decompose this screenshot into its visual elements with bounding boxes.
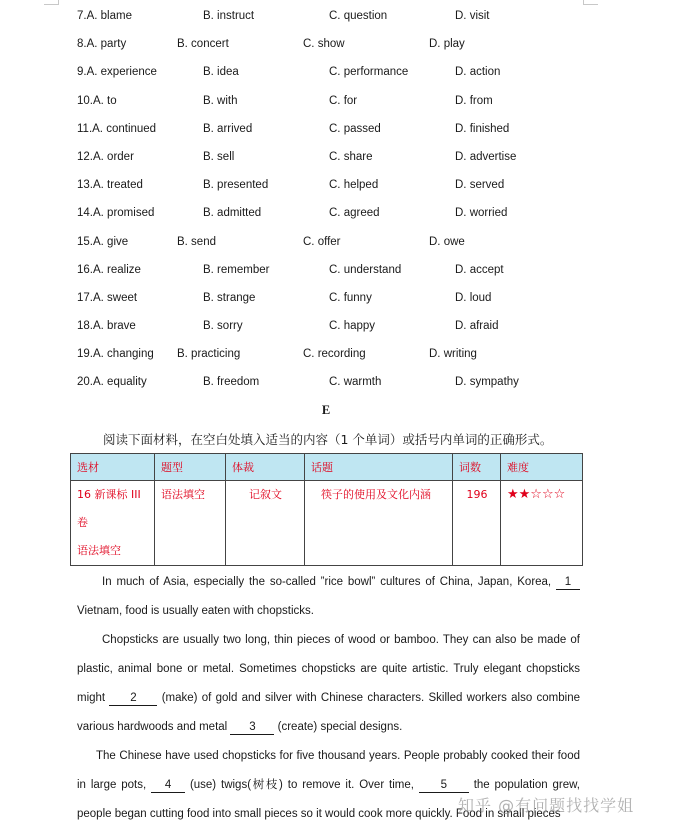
header-topic: 话题 (305, 454, 453, 481)
option-a (77, 38, 126, 50)
answer-options-list (0, 4, 673, 399)
option-d: D. sympathy (455, 376, 519, 389)
option-a-text: A. continued (92, 122, 157, 135)
reading-passage (77, 568, 580, 829)
option-b: B. send (177, 235, 216, 248)
option-d: D. served (455, 179, 505, 192)
option-a (77, 376, 147, 388)
question-number: 16. (77, 263, 93, 276)
option-a-text: A. order (93, 150, 134, 163)
option-d: D. worried (455, 207, 508, 220)
option-d: D. play (429, 38, 465, 51)
passage-text: (use) twigs(树枝) to remove it. Over time, (189, 779, 414, 791)
option-b: B. sorry (203, 320, 243, 333)
option-c: C. warmth (329, 376, 382, 389)
option-a-text: A. realize (93, 263, 141, 276)
question-number: 20. (77, 376, 93, 389)
question-row (0, 258, 673, 286)
option-b: B. admitted (203, 207, 262, 220)
option-a-text: A. equality (93, 376, 147, 389)
question-number: 19. (77, 348, 93, 361)
watermark: 知乎 @有问题找找学姐 (458, 796, 635, 815)
table-row (71, 481, 583, 566)
passage-text: Chopsticks are usually two long, thin pieces of wood or bamboo. They can also be made of plastic, animal bone or metal. Sometimes chopsticks are quite artistic. Truly elegant chopsticks might (77, 634, 580, 704)
option-a (77, 95, 117, 107)
option-b: B. sell (203, 150, 235, 163)
option-d: D. advertise (455, 150, 517, 163)
passage-text: Vietnam, food is usually eaten with chopsticks. (77, 605, 314, 617)
option-b: B. presented (203, 179, 269, 192)
option-a-text: A. experience (86, 66, 157, 79)
option-c: C. for (329, 94, 358, 107)
option-a-text: A. party (86, 38, 127, 51)
question-number: 14. (77, 207, 93, 220)
option-d: D. accept (455, 263, 504, 276)
question-row (0, 60, 673, 88)
option-d: D. loud (455, 291, 492, 304)
question-row (0, 173, 673, 201)
cell-type: 语法填空 (155, 481, 226, 566)
option-a (77, 264, 141, 276)
option-a (77, 236, 128, 248)
option-b: B. instruct (203, 10, 255, 22)
question-row (0, 32, 673, 60)
question-number: 13. (77, 179, 93, 192)
option-d: D. afraid (455, 320, 499, 333)
option-c: C. helped (329, 179, 379, 192)
option-d: D. owe (429, 235, 465, 248)
option-a (77, 292, 137, 304)
question-number: 11. (77, 122, 93, 135)
passage-text: The Chinese have used chopsticks for five thousand years. People probably cooked their food in large pots, (77, 750, 580, 791)
option-b: B. arrived (203, 122, 253, 135)
option-a-text: A. treated (93, 179, 143, 192)
answer-blank-4[interactable]: 4 (151, 778, 185, 793)
option-a (77, 66, 157, 78)
answer-blank-3[interactable]: 3 (230, 720, 274, 735)
answer-blank-5[interactable]: 5 (419, 778, 469, 793)
cell-topic: 筷子的使用及文化内涵 (305, 481, 453, 566)
question-row (0, 117, 673, 145)
option-a (77, 207, 154, 219)
cell-difficulty (501, 481, 583, 566)
table-header-row (71, 454, 583, 481)
source-line: 语法填空 (77, 544, 121, 557)
option-a-text: A. blame (86, 10, 132, 22)
answer-blank-2[interactable]: 2 (109, 691, 157, 706)
option-a-text: A. give (93, 235, 129, 248)
question-row (0, 314, 673, 342)
header-type: 题型 (155, 454, 226, 481)
option-b: B. with (203, 94, 238, 107)
option-b: B. concert (177, 38, 229, 51)
answer-blank-1[interactable]: 1 (556, 575, 580, 590)
option-a (77, 320, 136, 332)
option-c: C. show (303, 38, 345, 51)
option-a (77, 179, 143, 191)
passage-info-table (70, 453, 583, 566)
question-row (0, 89, 673, 117)
question-number: 12. (77, 150, 93, 163)
question-row (0, 286, 673, 314)
question-number: 8. (77, 38, 87, 51)
question-row (0, 4, 673, 32)
cell-genre: 记叙文 (226, 481, 305, 566)
option-d: D. finished (455, 122, 510, 135)
option-a-text: A. promised (93, 207, 155, 220)
option-d: D. from (455, 94, 493, 107)
header-source: 选材 (71, 454, 155, 481)
option-a (77, 348, 154, 360)
option-a-text: A. brave (93, 320, 136, 333)
option-b: B. strange (203, 291, 256, 304)
option-a (77, 151, 134, 163)
option-d: D. writing (429, 348, 477, 361)
passage-text: (create) special designs. (277, 721, 403, 733)
option-a (77, 123, 156, 135)
cell-word-count: 196 (453, 481, 501, 566)
passage-text: the population grew, people began cutting food into small pieces so it would cook more quickly. Food in small pieces (77, 779, 580, 820)
option-c: C. happy (329, 320, 376, 333)
header-word-count: 词数 (453, 454, 501, 481)
question-row (0, 201, 673, 229)
question-number: 15. (77, 235, 93, 248)
option-b: B. idea (203, 66, 239, 79)
header-difficulty: 难度 (501, 454, 583, 481)
difficulty-stars: ★★☆☆☆ (507, 487, 566, 502)
question-number: 17. (77, 291, 93, 304)
option-a-text: A. changing (93, 348, 154, 361)
option-b: B. remember (203, 263, 270, 276)
source-line: 16 新课标 III 卷 (77, 488, 141, 529)
option-b: B. practicing (177, 348, 241, 361)
question-row (0, 230, 673, 258)
section-heading: E (321, 403, 331, 417)
option-c: C. funny (329, 291, 372, 304)
cell-source (71, 481, 155, 566)
option-c: C. agreed (329, 207, 380, 220)
option-d: D. action (455, 66, 501, 79)
option-a-text: A. to (93, 94, 117, 107)
option-c: C. question (329, 10, 388, 22)
question-row (0, 145, 673, 173)
header-genre: 体裁 (226, 454, 305, 481)
option-c: C. performance (329, 66, 409, 79)
question-number: 10. (77, 94, 93, 107)
passage-text: In much of Asia, especially the so-called ”rice bowl” cultures of China, Japan, Korea, (102, 576, 552, 588)
question-number: 9. (77, 66, 87, 79)
passage-paragraph (77, 568, 580, 626)
option-c: C. share (329, 150, 373, 163)
question-row (0, 342, 673, 370)
option-d: D. visit (455, 10, 490, 22)
option-c: C. offer (303, 235, 341, 248)
option-a (77, 10, 132, 22)
question-number: 7. (77, 10, 87, 22)
section-instruction: 阅读下面材料，在空白处填入适当的内容（1 个单词）或括号内单词的正确形式。 (103, 432, 553, 447)
option-c: C. passed (329, 122, 381, 135)
passage-paragraph (77, 626, 580, 742)
question-number: 18. (77, 320, 93, 333)
question-row (0, 370, 673, 398)
option-c: C. understand (329, 263, 402, 276)
passage-text: (make) of gold and silver with Chinese characters. Skilled workers also combine various hardwoods and metal (77, 692, 580, 733)
option-c: C. recording (303, 348, 366, 361)
option-a-text: A. sweet (93, 291, 138, 304)
option-b: B. freedom (203, 376, 260, 389)
